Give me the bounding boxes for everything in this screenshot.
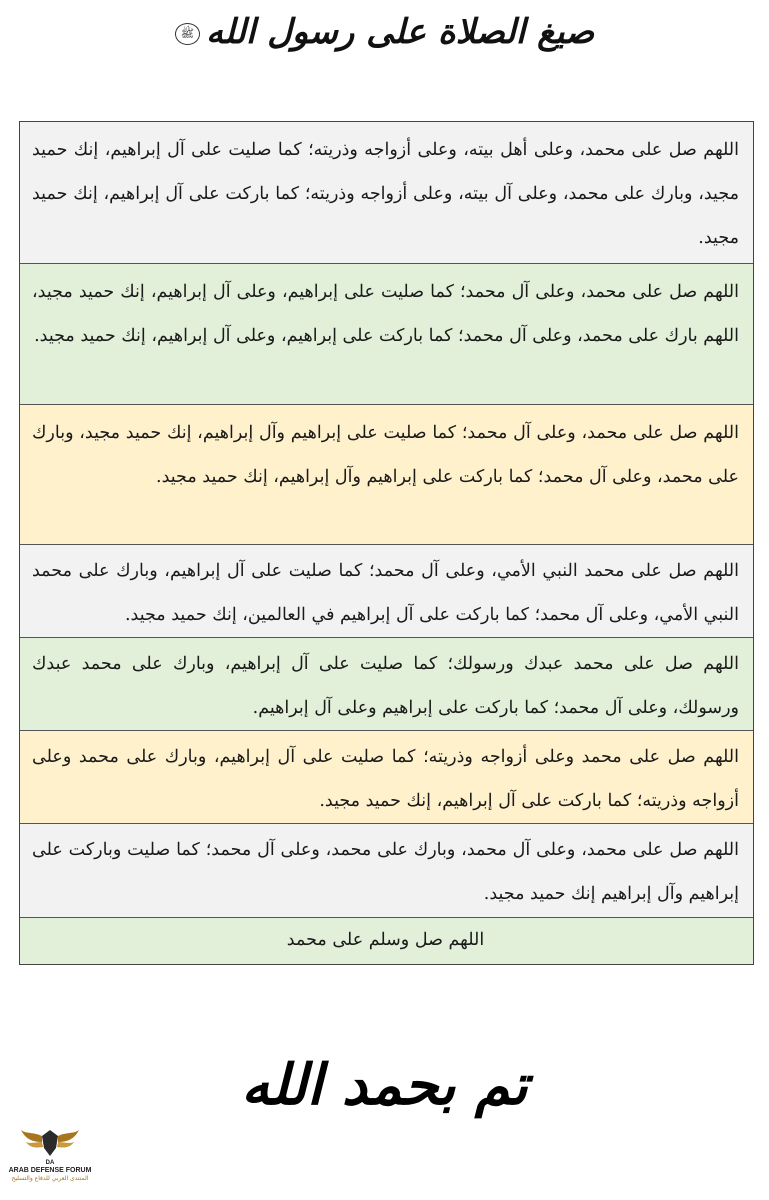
table-row: اللهم صل على محمد، وعلى أهل بيته، وعلى أزواجه وذريته؛ كما صليت على آل إبراهيم، إنك حميد مجيد، وبارك على محمد، وعلى آل بيته، وعلى أزواجه وذريته؛ كما باركت على آل إبراهيم، إنك حميد مجيد. xyxy=(20,122,753,263)
table-row: اللهم صل على محمد النبي الأمي، وعلى آل محمد؛ كما صليت على آل إبراهيم، وبارك على محمد النبي الأمي، وعلى آل محمد؛ كما باركت على آل إبراهيم في العالمين، إنك حميد مجيد. xyxy=(20,544,753,637)
salawat-table xyxy=(19,121,754,965)
page-title-text: صيغ الصلاة على رسول الله xyxy=(205,12,595,52)
table-row: اللهم صل وسلم على محمد xyxy=(20,917,753,964)
table-row: اللهم صل على محمد عبدك ورسولك؛ كما صليت على آل إبراهيم، وبارك على محمد عبدك ورسولك، وعلى آل محمد؛ كما باركت على إبراهيم وعلى آل إبراهيم. xyxy=(20,637,753,730)
logo-name: ARAB DEFENSE FORUM xyxy=(8,1167,92,1174)
logo-abbr: DA xyxy=(45,1160,55,1166)
honorific-seal: ﷺ xyxy=(175,23,200,45)
table-row: اللهم صل على محمد وعلى أزواجه وذريته؛ كما صليت على آل إبراهيم، وبارك على محمد وعلى أزواجه وذريته؛ كما باركت على آل إبراهيم، إنك حميد مجيد. xyxy=(20,730,753,823)
logo-arabic-name: المنتدى العربي للدفاع والتسليح xyxy=(11,1175,89,1182)
closing-calligraphy: تم بحمد الله xyxy=(241,1052,528,1118)
table-row: اللهم صل على محمد، وعلى آل محمد، وبارك على محمد، وعلى آل محمد؛ كما صليت وباركت على إبراهيم وآل إبراهيم إنك حميد مجيد. xyxy=(20,823,753,917)
table-row: اللهم صل على محمد، وعلى آل محمد؛ كما صليت على إبراهيم، وعلى آل إبراهيم، إنك حميد مجيد، اللهم بارك على محمد، وعلى آل محمد؛ كما باركت على إبراهيم، وعلى آل إبراهيم، إنك حميد مجيد. xyxy=(20,263,753,404)
table-row: اللهم صل على محمد، وعلى آل محمد؛ كما صليت على إبراهيم وآل إبراهيم، إنك حميد مجيد، وبارك على محمد، وعلى آل محمد؛ كما باركت على إبراهيم وآل إبراهيم، إنك حميد مجيد. xyxy=(20,404,753,544)
forum-logo xyxy=(4,1126,96,1198)
eagle-wings-icon xyxy=(20,1126,80,1160)
page-title xyxy=(0,12,769,52)
